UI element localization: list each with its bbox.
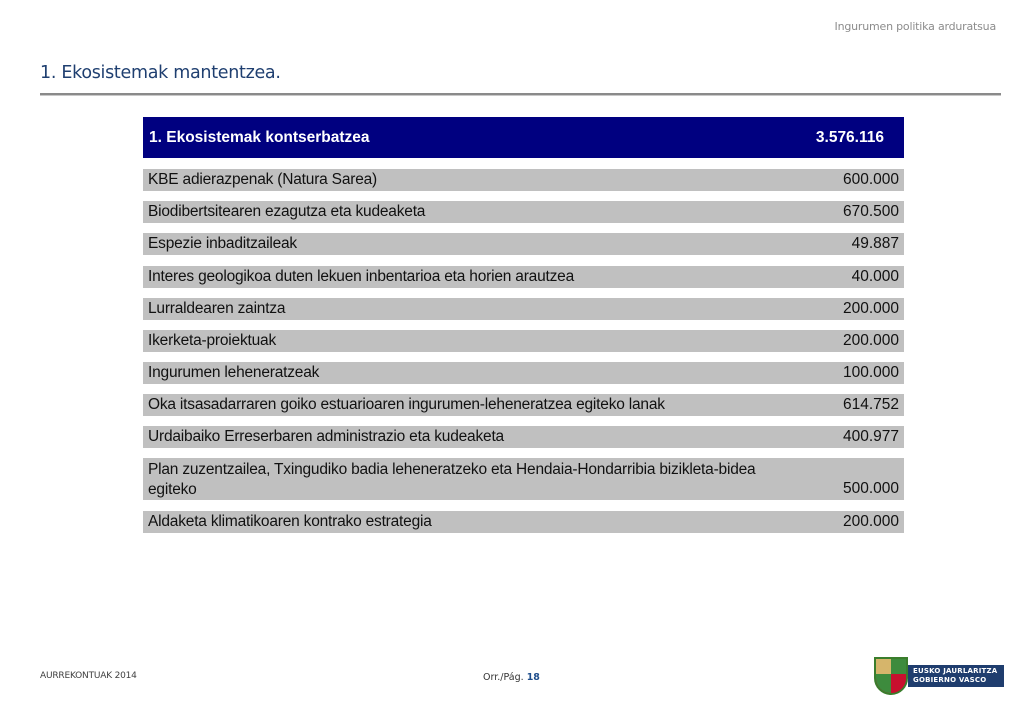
table-header-total: 3.576.116: [815, 129, 884, 146]
row-label: Urdaibaiko Erreserbaren administrazio eta kudeaketa: [148, 428, 504, 445]
section-title: 1. Ekosistemak mantentzea.: [40, 63, 281, 83]
row-value: 49.887: [851, 235, 899, 252]
row-label: Plan zuzentzailea, Txingudiko badia leheneratzeko eta Hendaia-Hondarribia bizikleta-bidea egiteko: [148, 461, 756, 498]
table-row: [143, 266, 904, 288]
row-label: Ikerketa-proiektuak: [148, 332, 277, 349]
row-value: 500.000: [842, 480, 899, 497]
row-value: 400.977: [842, 428, 899, 445]
table-row: [143, 362, 904, 384]
page-indicator: [483, 672, 540, 683]
table-row: [143, 426, 904, 448]
table-row: [143, 233, 904, 255]
row-value: 100.000: [842, 364, 899, 381]
page-label: Orr./Pág.: [483, 672, 524, 683]
row-label: Espezie inbaditzaileak: [148, 235, 297, 252]
coat-of-arms-icon: [874, 657, 908, 695]
row-value: 40.000: [851, 268, 899, 285]
table-header-label: 1. Ekosistemak kontserbatzea: [149, 129, 370, 146]
table-row: [143, 458, 904, 500]
table-row: [143, 394, 904, 416]
running-header: Ingurumen politika arduratsua: [834, 20, 996, 33]
footer-document-label: AURREKONTUAK 2014: [40, 671, 137, 681]
table-row: [143, 169, 904, 191]
row-label: Aldaketa klimatikoaren kontrako estrategia: [148, 513, 432, 530]
row-value: 670.500: [842, 203, 899, 220]
row-value: 200.000: [842, 513, 899, 530]
logo-line-2: GOBIERNO VASCO: [913, 676, 987, 684]
row-value: 200.000: [842, 300, 899, 317]
table-row: [143, 330, 904, 352]
row-label: Oka itsasadarraren goiko estuarioaren ingurumen-leheneratzea egiteko lanak: [148, 396, 665, 413]
logo-line-1: EUSKO JAURLARITZA: [913, 667, 998, 675]
row-label: Interes geologikoa duten lekuen inbentarioa eta horien arautzea: [148, 268, 575, 285]
table-row: [143, 298, 904, 320]
row-label: KBE adierazpenak (Natura Sarea): [148, 171, 378, 188]
table-row: [143, 511, 904, 533]
title-divider: [40, 93, 1001, 96]
logo-text-band: [908, 665, 1004, 687]
row-value: 200.000: [842, 332, 899, 349]
row-value: 600.000: [842, 171, 899, 188]
page-number: 18: [526, 672, 540, 683]
row-label: Ingurumen leheneratzeak: [148, 364, 320, 381]
government-logo: [874, 657, 1004, 697]
table-row: [143, 201, 904, 223]
row-label: Biodibertsitearen ezagutza eta kudeaketa: [148, 203, 426, 220]
row-value: 614.752: [842, 396, 899, 413]
table-header: [143, 117, 904, 158]
row-label: Lurraldearen zaintza: [148, 300, 286, 317]
